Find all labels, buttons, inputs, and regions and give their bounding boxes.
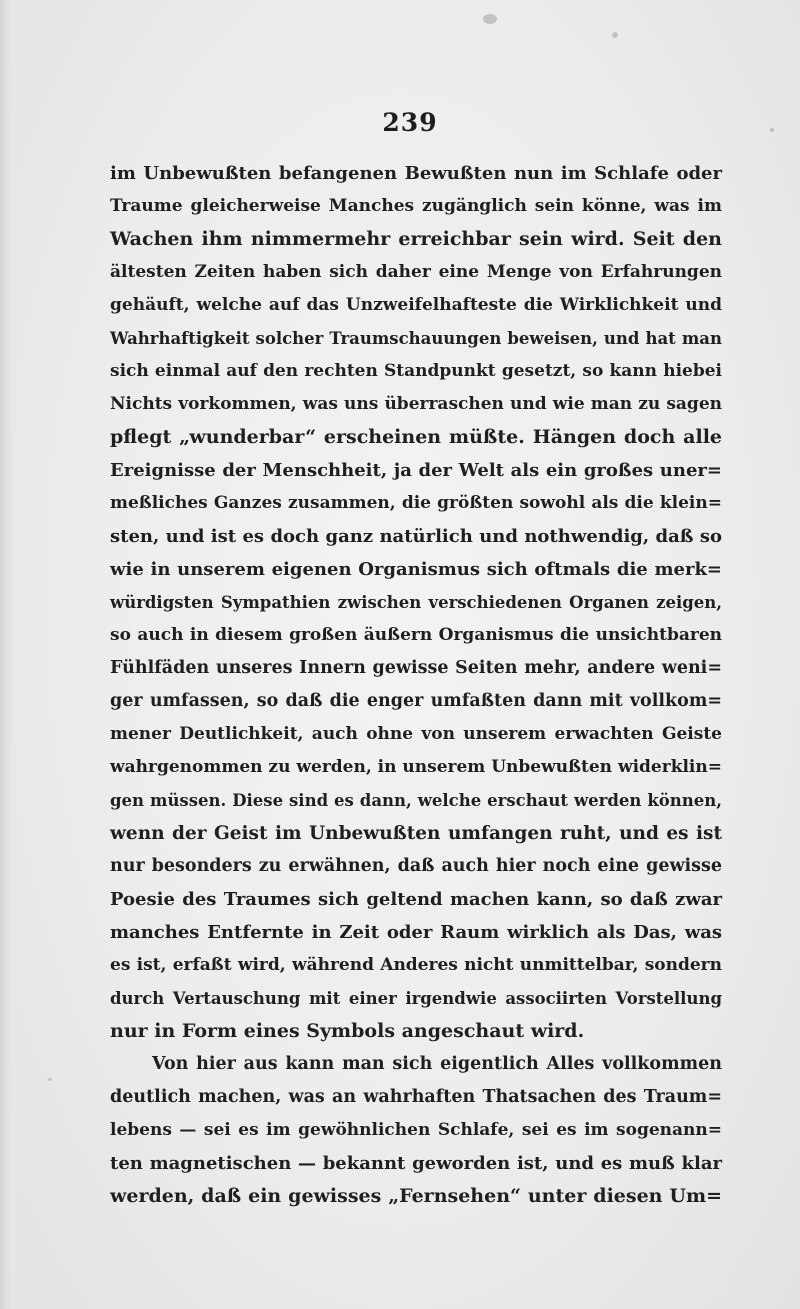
text-line: würdigsten Sympathien zwischen verschiedenen Organen zeigen, — [110, 593, 722, 612]
paper-speck — [483, 14, 497, 24]
text-line: sten, und ist es doch ganz natürlich und nothwendig, daß so — [110, 526, 722, 547]
text-line: nur besonders zu erwähnen, daß auch hier noch eine gewisse — [110, 856, 722, 876]
text-line: ten magnetischen — bekannt geworden ist, und es muß klar — [110, 1153, 722, 1174]
text-line: gen müssen. Diese sind es dann, welche erschaut werden können, — [110, 791, 722, 810]
text-line: ältesten Zeiten haben sich daher eine Menge von Erfahrungen — [110, 262, 722, 282]
text-line: wie in unserem eigenen Organismus sich oftmals die merk= — [110, 559, 722, 580]
text-line: Wachen ihm nimmermehr erreichbar sein wird. Seit den — [110, 228, 722, 250]
text-line: deutlich machen, was an wahrhaften Thatsachen des Traum= — [110, 1087, 722, 1107]
text-line: Fühlfäden unseres Innern gewisse Seiten mehr, andere weni= — [110, 658, 722, 678]
page-number: 239 — [382, 108, 438, 137]
text-line: Ereignisse der Menschheit, ja der Welt als ein großes uner= — [110, 460, 722, 481]
text-line: Poesie des Traumes sich geltend machen kann, so daß zwar — [110, 889, 722, 910]
text-line: lebens — sei es im gewöhnlichen Schlafe, sei es im sogenann= — [110, 1120, 722, 1140]
text-line: es ist, erfaßt wird, während Anderes nicht unmittelbar, sondern — [110, 955, 722, 975]
text-line-paragraph-end: nur in Form eines Symbols angeschaut wird. — [110, 1020, 585, 1042]
body-text — [110, 157, 722, 1213]
text-line: Wahrhaftigkeit solcher Traumschauungen beweisen, und hat man — [110, 329, 722, 348]
text-line: mener Deutlichkeit, auch ohne von unserem erwachten Geiste — [110, 724, 722, 744]
paper-speck — [612, 32, 618, 38]
text-line: wenn der Geist im Unbewußten umfangen ruht, und es ist — [110, 823, 722, 844]
text-line: im Unbewußten befangenen Bewußten nun im Schlafe oder — [110, 163, 722, 184]
text-line: pflegt „wunderbar“ erscheinen müßte. Hängen doch alle — [110, 426, 722, 448]
text-line: meßliches Ganzes zusammen, die größten sowohl als die klein= — [110, 493, 722, 513]
text-line: durch Vertauschung mit einer irgendwie associirten Vorstellung — [110, 989, 722, 1008]
text-line-paragraph-start: Von hier aus kann man sich eigentlich Alles vollkommen — [152, 1054, 722, 1074]
paper-speck — [770, 128, 774, 132]
text-line: werden, daß ein gewisses „Fernsehen“ unter diesen Um= — [110, 1185, 722, 1207]
text-line: Nichts vorkommen, was uns überraschen und wie man zu sagen — [110, 394, 722, 414]
text-line: Traume gleicherweise Manches zugänglich sein könne, was im — [110, 196, 722, 216]
text-line: manches Entfernte in Zeit oder Raum wirklich als Das, was — [110, 922, 722, 943]
text-line: gehäuft, welche auf das Unzweifelhafteste die Wirklichkeit und — [110, 295, 722, 315]
page-edge-shadow — [0, 0, 18, 1309]
text-line: so auch in diesem großen äußern Organismus die unsichtbaren — [110, 625, 722, 645]
text-line: ger umfassen, so daß die enger umfaßten dann mit vollkom= — [110, 691, 722, 711]
text-line: wahrgenommen zu werden, in unserem Unbewußten widerklin= — [110, 757, 722, 777]
paper-speck — [48, 1078, 52, 1081]
text-line: sich einmal auf den rechten Standpunkt gesetzt, so kann hiebei — [110, 361, 722, 381]
